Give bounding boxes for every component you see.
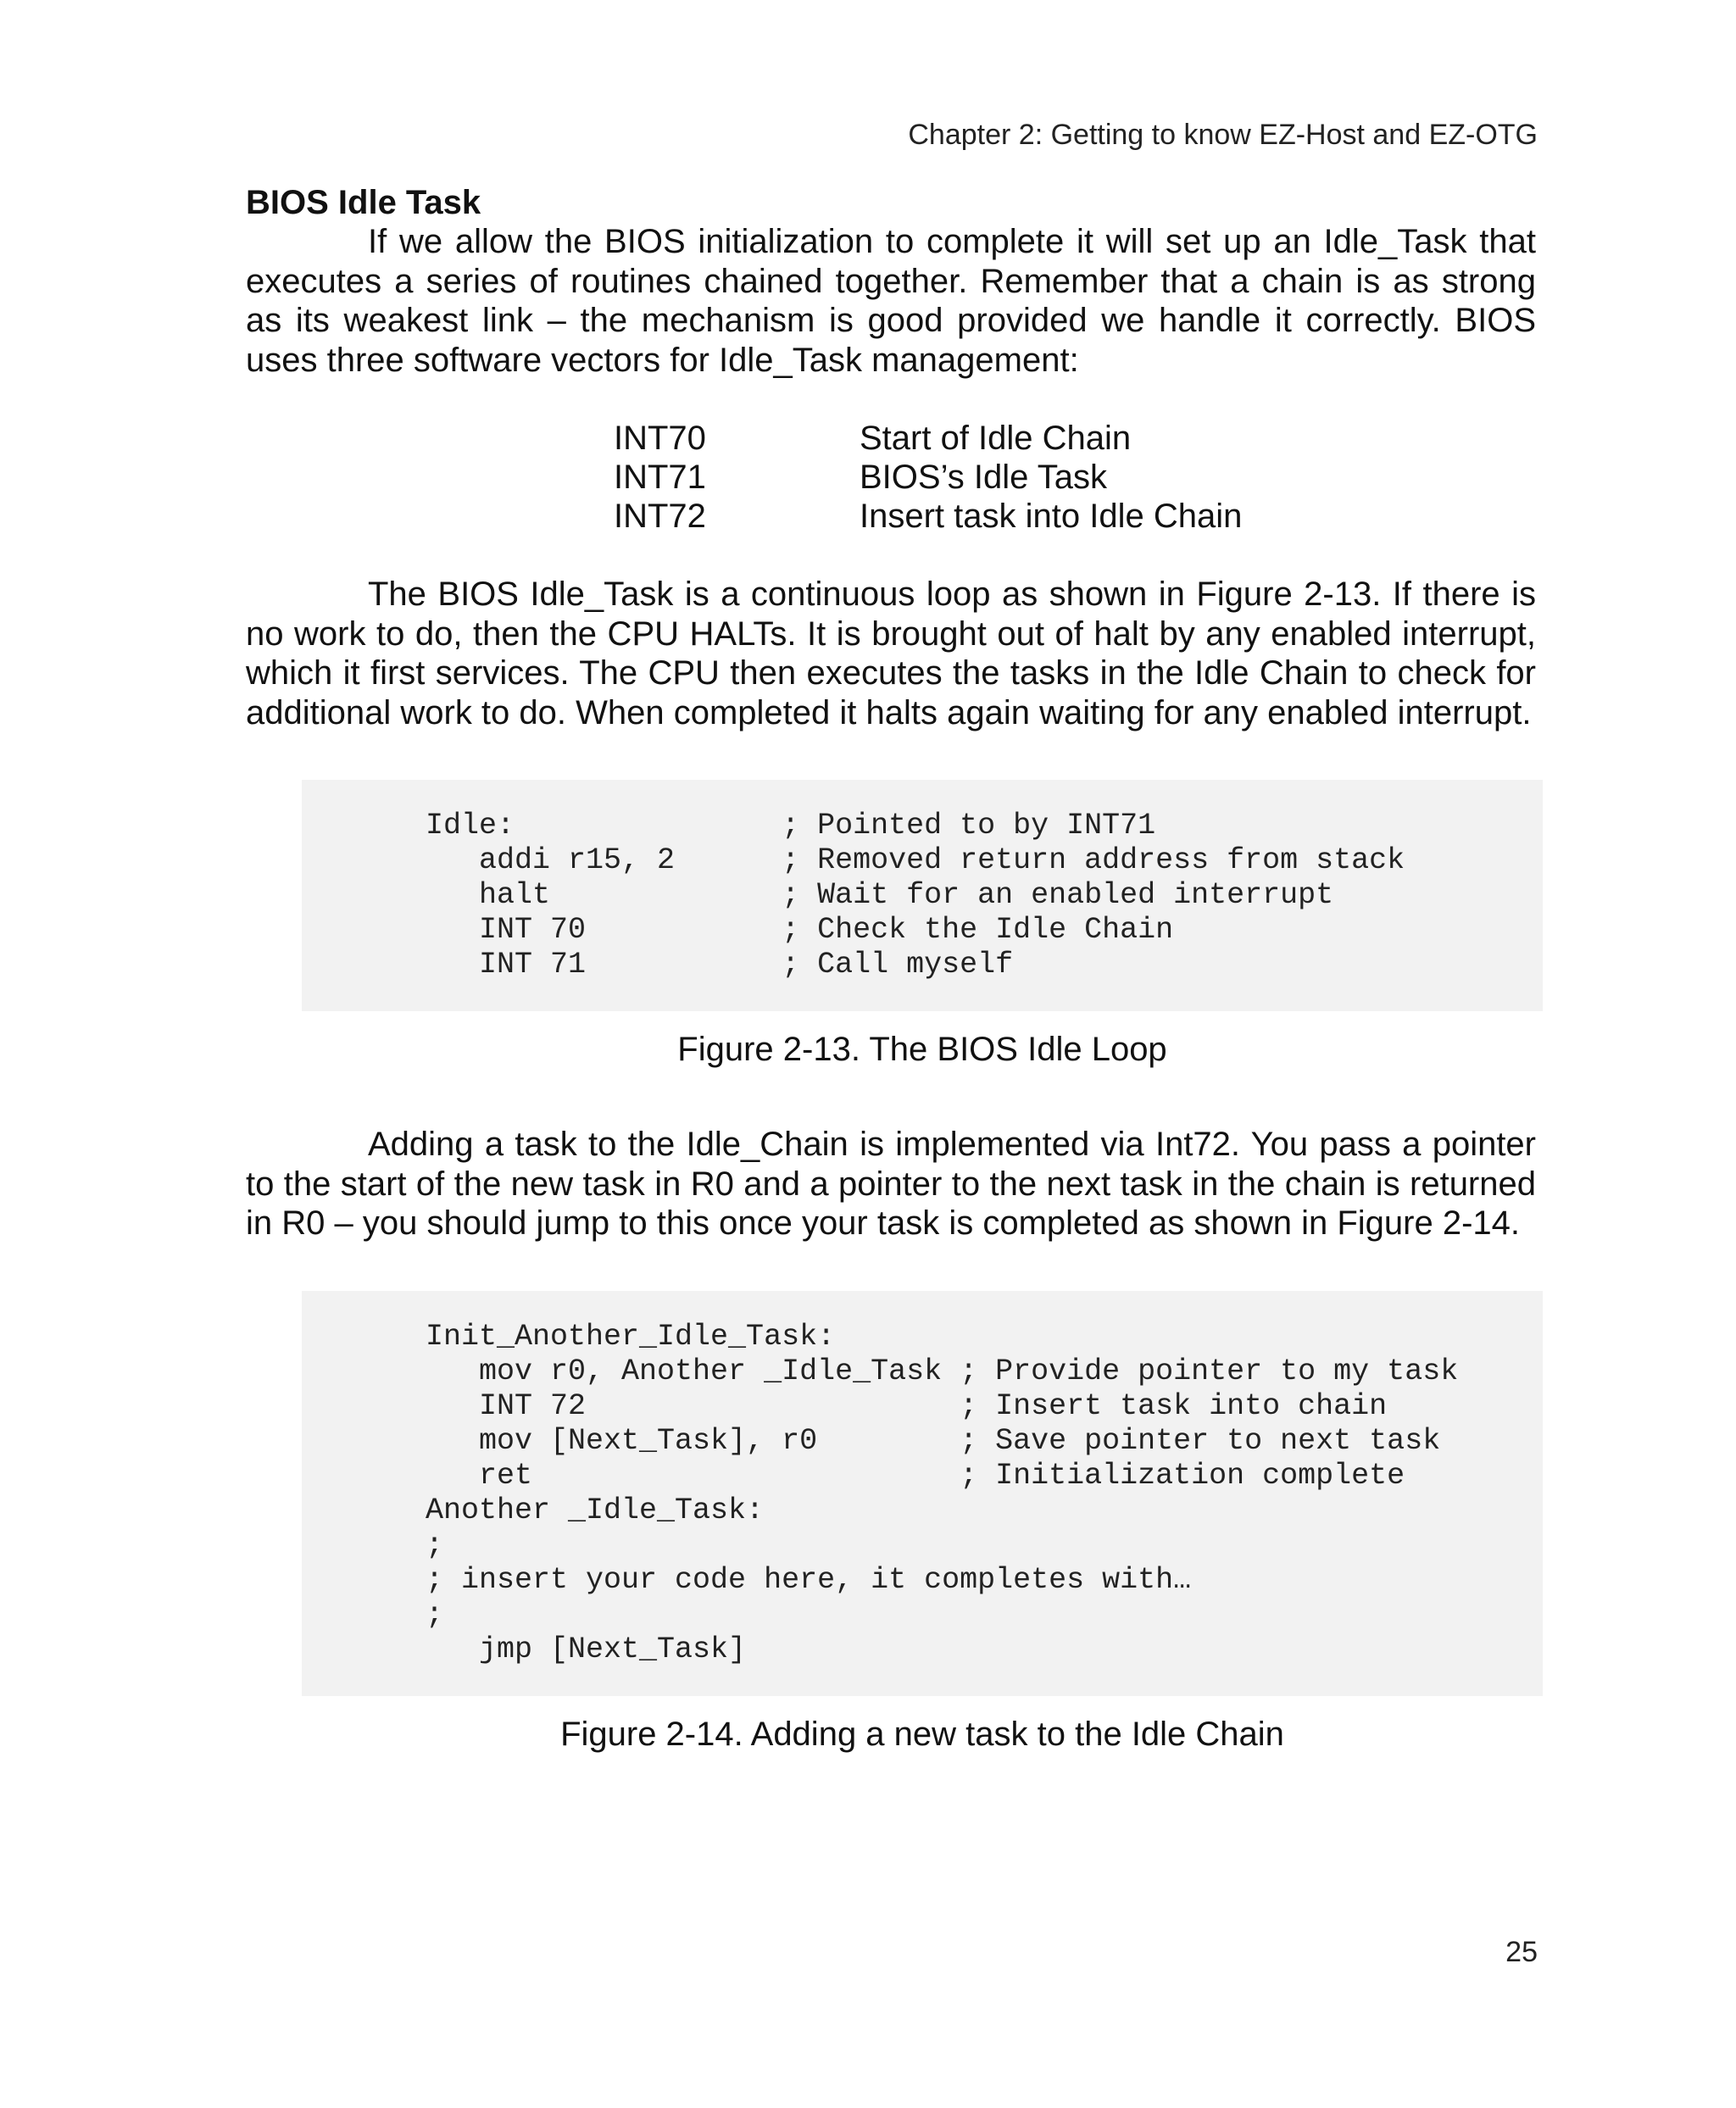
- running-header: Chapter 2: Getting to know EZ-Host and EZ-OTG: [908, 119, 1538, 151]
- code-line: INT 71 ; Call myself: [426, 948, 1014, 982]
- code-line: addi r15, 2 ; Removed return address from stack: [426, 843, 1405, 877]
- code-line: mov r0, Another _Idle_Task ; Provide pointer to my task: [426, 1354, 1459, 1388]
- section-heading: BIOS Idle Task: [246, 184, 481, 221]
- code-line: ; insert your code here, it completes with…: [426, 1562, 1192, 1597]
- vector-description: Start of Idle Chain: [860, 420, 1132, 457]
- paragraph-intro: If we allow the BIOS initialization to complete it will set up an Idle_Task that executes a series of routines chained together. Remember that a chain is as strong as its weakest link – the mechanism is good provided we handle it correctly. BIOS uses three software vectors for Idle_Task management:: [246, 223, 1536, 379]
- vector-table: [614, 419, 1536, 536]
- vector-row: [614, 458, 1536, 497]
- code-line: jmp [Next_Task]: [426, 1632, 747, 1666]
- code-line: INT 72 ; Insert task into chain: [426, 1388, 1388, 1423]
- figure-caption-2-13: Figure 2-13. The BIOS Idle Loop: [677, 1031, 1167, 1068]
- code-listing-idle-loop: [302, 780, 1543, 1011]
- figure-caption-2-14: Figure 2-14. Adding a new task to the Idle Chain: [560, 1715, 1284, 1753]
- code-line: INT 70 ; Check the Idle Chain: [426, 913, 1174, 947]
- page-number: 25: [1505, 1936, 1538, 1968]
- code-line: Another _Idle_Task:: [426, 1493, 765, 1527]
- code-line: Init_Another_Idle_Task:: [426, 1319, 836, 1354]
- code-line: halt ; Wait for an enabled interrupt: [426, 878, 1334, 912]
- vector-description: Insert task into Idle Chain: [860, 498, 1243, 535]
- vector-code: INT71: [614, 459, 706, 496]
- code-line: ret ; Initialization complete: [426, 1458, 1405, 1493]
- paragraph-add-task: Adding a task to the Idle_Chain is implemented via Int72. You pass a pointer to the start of the new task in R0 and a pointer to the next task in the chain is returned in R0 – you should jump to this once your task is completed as shown in Figure 2-14.: [246, 1126, 1536, 1242]
- vector-row: [614, 497, 1536, 536]
- code-line: Idle: ; Pointed to by INT71: [426, 809, 1156, 843]
- vector-row: [614, 419, 1536, 458]
- code-line: ;: [426, 1597, 444, 1632]
- paragraph-idle-loop: The BIOS Idle_Task is a continuous loop as shown in Figure 2-13. If there is no work to do, then the CPU HALTs. It is brought out of halt by any enabled interrupt, which it first services. The CPU then executes the tasks in the Idle Chain to check for additional work to do. When completed it halts again waiting for any enabled interrupt.: [246, 576, 1536, 731]
- code-listing-add-task: [302, 1291, 1543, 1696]
- vector-code: INT70: [614, 420, 706, 457]
- code-line: mov [Next_Task], r0 ; Save pointer to next task: [426, 1423, 1441, 1458]
- vector-description: BIOS’s Idle Task: [860, 459, 1107, 496]
- page-content: [246, 183, 1536, 1754]
- vector-code: INT72: [614, 498, 706, 535]
- code-line: ;: [426, 1527, 444, 1562]
